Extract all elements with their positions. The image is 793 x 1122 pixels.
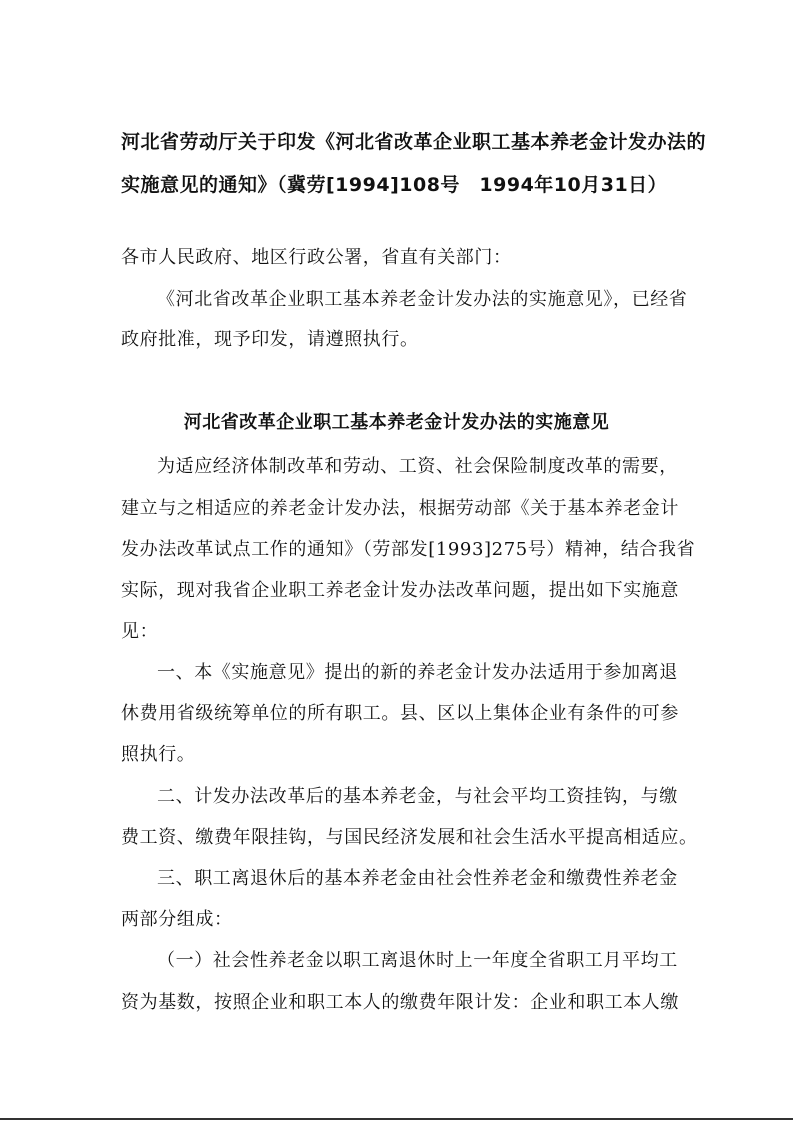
notice-body-line-2: 政府批准，现予印发，请遵照执行。 bbox=[121, 329, 419, 350]
notice-addressee: 各市人民政府、地区行政公署，省直有关部门： bbox=[121, 247, 512, 268]
item3-1-line-2: 资为基数，按照企业和职工本人的缴费年限计发：企业和职工本人缴 bbox=[121, 992, 679, 1013]
notice-body-line-1: 《河北省改革企业职工基本养老金计发办法的实施意见》，已经省 bbox=[157, 289, 688, 310]
item1-line-1: 一、本《实施意见》提出的新的养老金计发办法适用于参加离退 bbox=[157, 662, 678, 683]
opinion-heading: 河北省改革企业职工基本养老金计发办法的实施意见 bbox=[183, 412, 610, 433]
item2-line-2: 费工资、缴费年限挂钩，与国民经济发展和社会生活水平提高相适应。 bbox=[121, 827, 698, 848]
intro-line-3: 发办法改革试点工作的通知》（劳部发[1993]275号）精神，结合我省 bbox=[121, 539, 696, 560]
intro-line-4: 实际，现对我省企业职工养老金计发办法改革问题，提出如下实施意 bbox=[121, 580, 679, 601]
document-title-line-2: 实施意见的通知》（冀劳[1994]108号 1994年10月31日） bbox=[121, 174, 668, 196]
item2-line-1: 二、计发办法改革后的基本养老金，与社会平均工资挂钩，与缴 bbox=[157, 786, 678, 807]
item1-line-3: 照执行。 bbox=[121, 744, 196, 765]
item1-line-2: 休费用省级统筹单位的所有职工。县、区以上集体企业有条件的可参 bbox=[121, 703, 679, 724]
intro-line-2: 建立与之相适应的养老金计发办法，根据劳动部《关于基本养老金计 bbox=[121, 498, 679, 519]
item3-1-line-1: （一）社会性养老金以职工离退休时上一年度全省职工月平均工 bbox=[157, 950, 678, 971]
item3-line-2: 两部分组成： bbox=[121, 909, 233, 930]
item3-line-1: 三、职工离退休后的基本养老金由社会性养老金和缴费性养老金 bbox=[157, 868, 678, 889]
intro-line-1: 为适应经济体制改革和劳动、工资、社会保险制度改革的需要， bbox=[157, 456, 678, 477]
page-bottom-rule bbox=[0, 1118, 793, 1120]
intro-line-5: 见： bbox=[121, 621, 159, 642]
document-title-line-1: 河北省劳动厅关于印发《河北省改革企业职工基本养老金计发办法的 bbox=[121, 131, 707, 153]
